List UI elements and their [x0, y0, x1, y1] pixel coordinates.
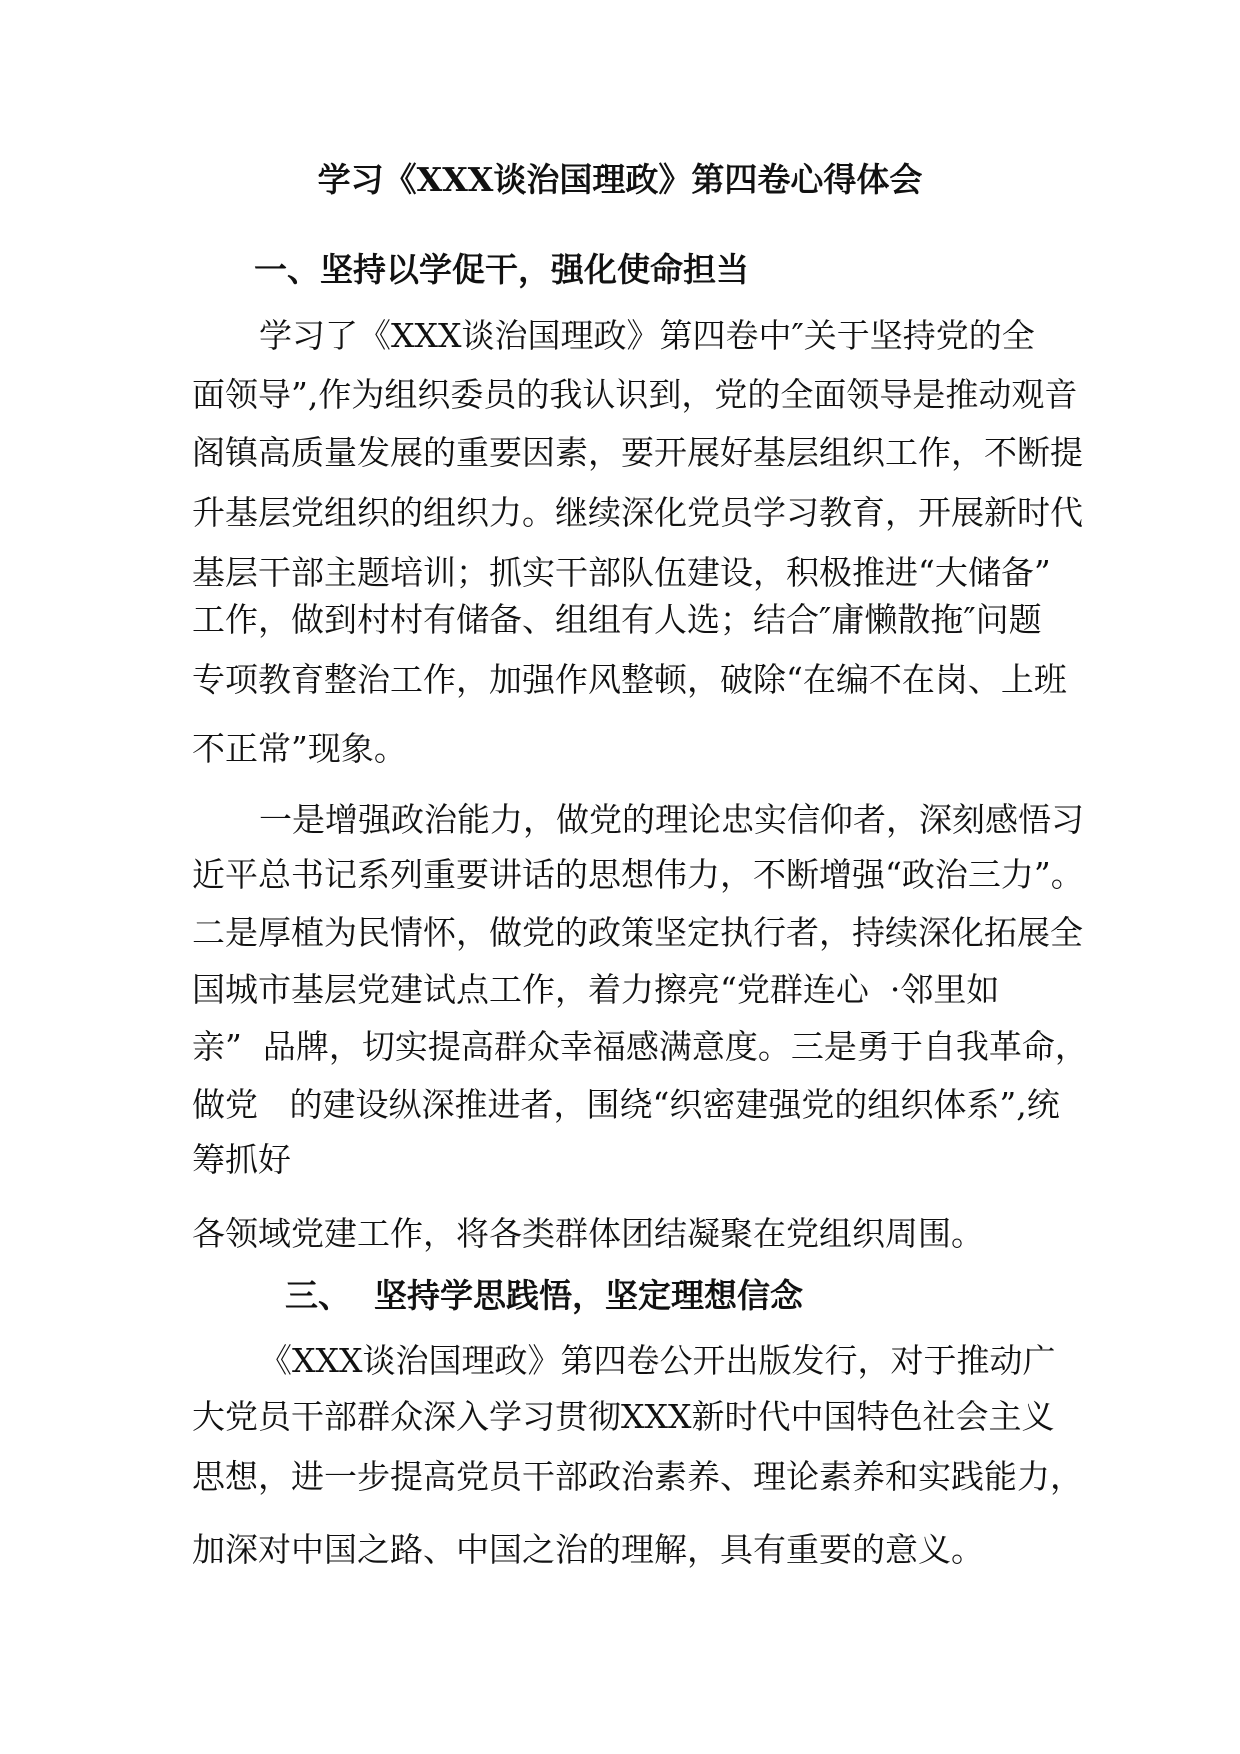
paragraph-line: 各领域党建工作，将各类群体团结凝聚在党组织周围。	[192, 1214, 984, 1253]
paragraph-line: 大党员干部群众深入学习贯彻XXX新时代中国特色社会主义	[192, 1397, 1055, 1436]
paragraph-line: 阁镇高质量发展的重要因素，要开展好基层组织工作，不断提	[192, 433, 1083, 472]
paragraph-line: 《XXX谈治国理政》第四卷公开出版发行，对于推动广	[259, 1341, 1056, 1380]
paragraph-line: 加深对中国之路、中国之治的理解，具有重要的意义。	[192, 1530, 984, 1569]
paragraph-line: 基层干部主题培训；抓实干部队伍建设，积极推进“大储备”	[192, 553, 1051, 592]
paragraph-line: 专项教育整治工作，加强作风整顿，破除“在编不在岗、上班	[192, 660, 1067, 699]
paragraph-line: 面领导”,作为组织委员的我认识到，党的全面领导是推动观音	[192, 375, 1078, 414]
paragraph-line: 做党 的建设纵深推进者，围绕“织密建强党的组织体系”,统	[192, 1085, 1060, 1124]
paragraph-line: 工作，做到村村有储备、组组有人选；结合″庸懒散拖″问题	[192, 600, 1042, 639]
section-heading-3: 三、 坚持学思践悟，坚定理想信念	[285, 1276, 803, 1315]
paragraph-line: 近平总书记系列重要讲话的思想伟力，不断增强“政治三力”。	[192, 855, 1084, 894]
paragraph-line: 学习了《XXX谈治国理政》第四卷中″关于坚持党的全	[259, 316, 1035, 355]
paragraph-line: 不正常”现象。	[192, 729, 407, 768]
paragraph-line: 思想，进一步提高党员干部政治素养、理论素养和实践能力，	[192, 1457, 1083, 1496]
paragraph-line: 升基层党组织的组织力。继续深化党员学习教育，开展新时代	[192, 493, 1083, 532]
paragraph-line: 一是增强政治能力，做党的理论忠实信仰者，深刻感悟习	[259, 800, 1084, 839]
paragraph-line: 筹抓好	[192, 1140, 291, 1179]
paragraph-line: 亲” 品牌，切实提高群众幸福感满意度。三是勇于自我革命，	[192, 1027, 1088, 1066]
section-heading-1: 一、坚持以学促干，强化使命担当	[254, 250, 749, 289]
paragraph-line: 二是厚植为民情怀，做党的政策坚定执行者，持续深化拓展全	[192, 913, 1083, 952]
paragraph-line: 国城市基层党建试点工作，着力擦亮“党群连心 ·邻里如	[192, 970, 1000, 1009]
document-title: 学习《XXX谈治国理政》第四卷心得体会	[317, 160, 923, 199]
